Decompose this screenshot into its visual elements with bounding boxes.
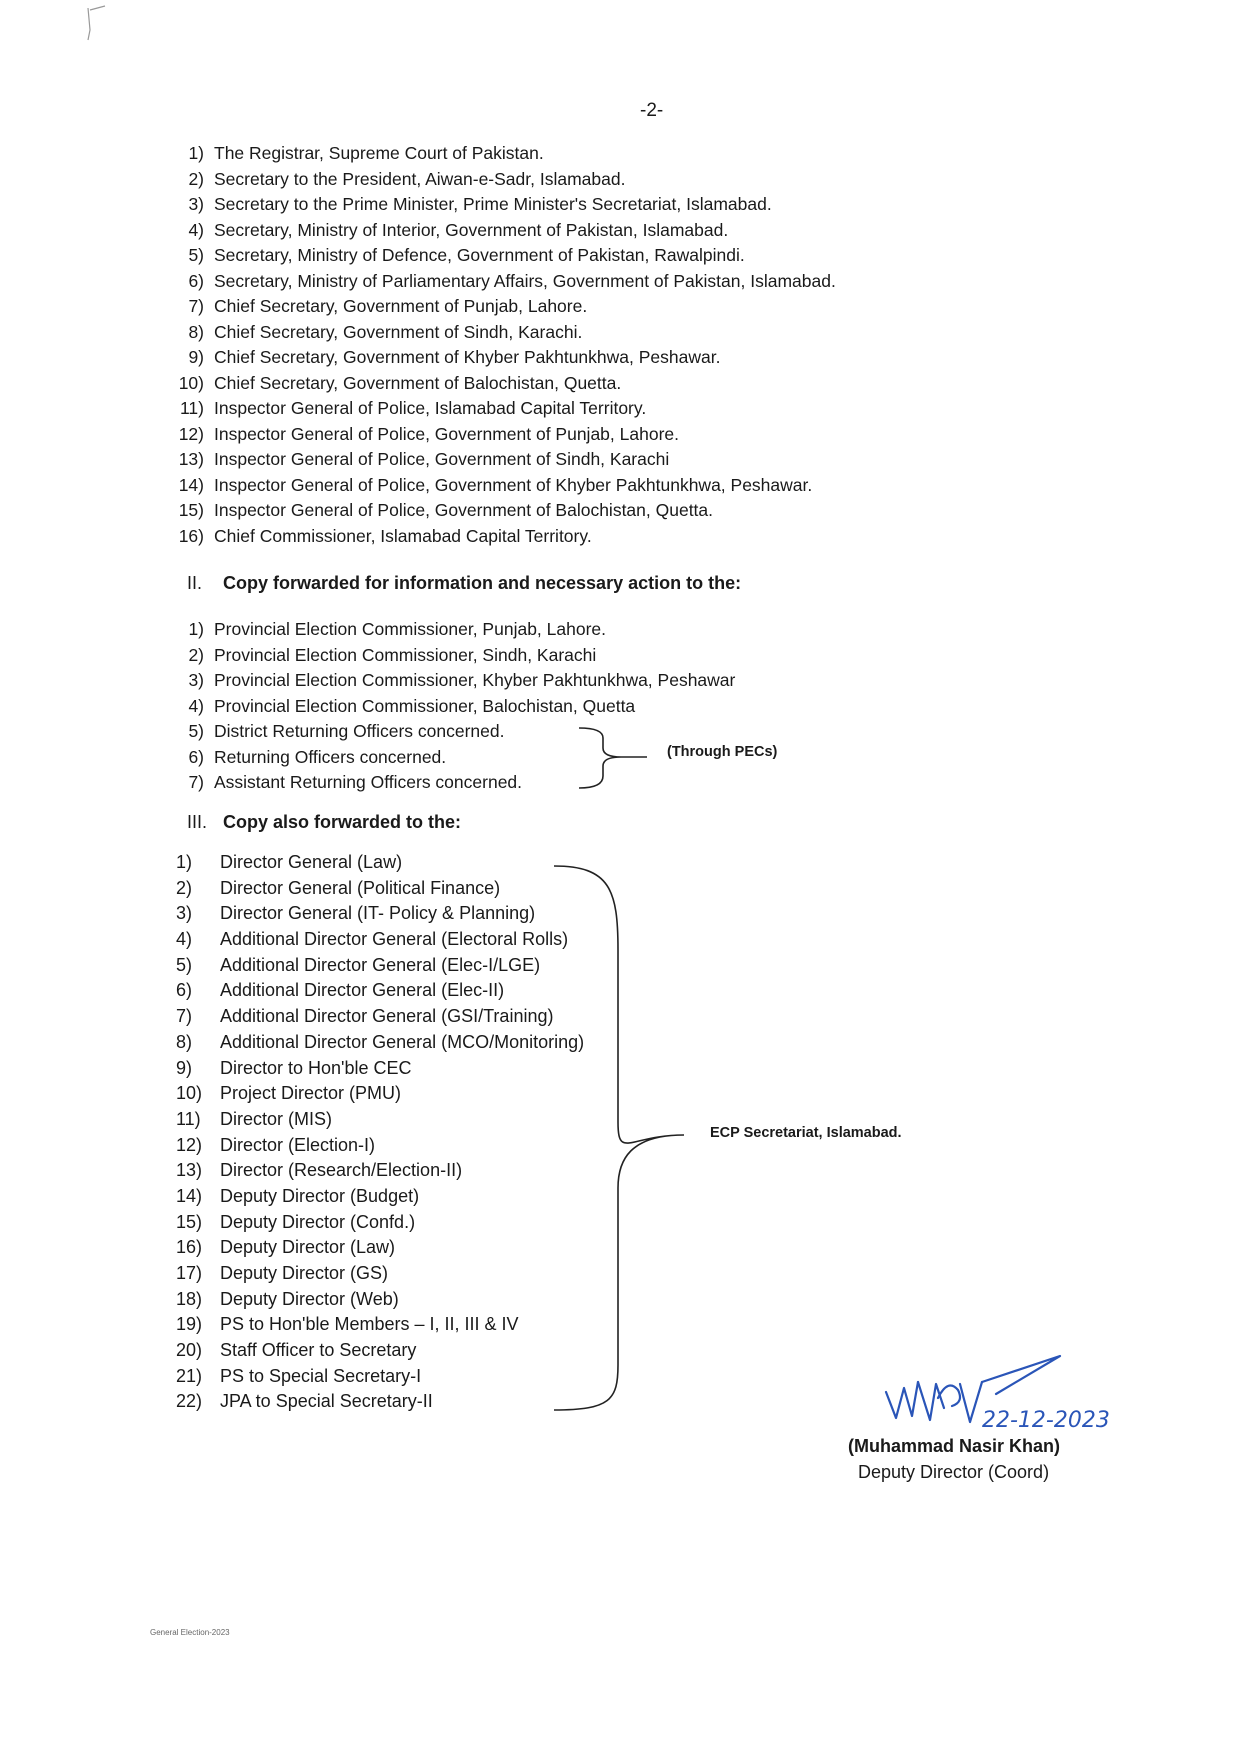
list-item xyxy=(166,141,926,167)
list-item-number: 3) xyxy=(176,903,193,924)
list-item-number: 16) xyxy=(178,525,204,546)
list-item-number: 4) xyxy=(188,695,204,716)
list-item-text: Inspector General of Police, Islamabad Capital Territory. xyxy=(214,398,647,418)
list-item-text: PS to Special Secretary-I xyxy=(220,1365,422,1386)
list-item-text: Staff Officer to Secretary xyxy=(220,1340,417,1361)
list-item xyxy=(166,167,926,193)
list-item-text: Inspector General of Police, Government of Sindh, Karachi xyxy=(214,449,670,469)
list-item xyxy=(166,643,786,669)
list-item-text: Provincial Election Commissioner, Sindh, Karachi xyxy=(214,644,597,665)
list-item-number: 1) xyxy=(188,619,204,639)
list-item-number: 16) xyxy=(176,1237,203,1258)
list-item-text: Director General (Political Finance) xyxy=(220,877,501,898)
list-item-number: 20) xyxy=(176,1340,203,1361)
list-item-text: Deputy Director (Confd.) xyxy=(220,1211,416,1232)
list-item-number: 5) xyxy=(188,245,204,265)
list-item-number: 10) xyxy=(176,1083,203,1104)
signatory-name: (Muhammad Nasir Khan) xyxy=(848,1436,1061,1456)
list-item-number: 12) xyxy=(176,1134,203,1155)
handwritten-date: 22-12-2023 xyxy=(982,1408,1110,1433)
list-item-text: Deputy Director (GS) xyxy=(220,1263,389,1283)
footer-text: General Election-2023 xyxy=(150,1628,230,1637)
list-item-text: PS to Hon'ble Members – I, II, III & IV xyxy=(220,1314,519,1335)
list-item-number: 1) xyxy=(188,143,204,163)
list-item xyxy=(166,770,786,796)
list-item-number: 22) xyxy=(176,1391,203,1412)
list-item-number: 15) xyxy=(178,500,204,520)
ecp-secretariat-note: ECP Secretariat, Islamabad. xyxy=(710,1125,902,1141)
list-item-number: 13) xyxy=(176,1160,203,1181)
list-item xyxy=(166,473,926,499)
list-item-number: 2) xyxy=(188,644,204,665)
list-item-text: Returning Officers concerned. xyxy=(214,746,447,767)
list-item-text: Additional Director General (MCO/Monitoring) xyxy=(220,1031,585,1052)
list-item-text: Director to Hon'ble CEC xyxy=(220,1057,412,1078)
through-pecs-note: (Through PECs) xyxy=(667,744,778,760)
list-item-text: Director (Research/Election-II) xyxy=(220,1160,463,1181)
list-item-text: Provincial Election Commissioner, Punjab, Lahore. xyxy=(214,619,606,639)
list-item-text: Inspector General of Police, Government of Khyber Pakhtunkhwa, Peshawar. xyxy=(214,474,813,495)
list-item xyxy=(166,498,926,524)
list-item-text: Additional Director General (Elec-II) xyxy=(220,980,505,1001)
list-item-number: 6) xyxy=(188,746,204,767)
section-3-heading-text: Copy also forwarded to the: xyxy=(223,812,462,832)
list-item-text: Project Director (PMU) xyxy=(220,1083,402,1104)
list-item-number: 17) xyxy=(176,1263,203,1283)
list-item-text: Secretary to the Prime Minister, Prime Minister's Secretariat, Islamabad. xyxy=(214,194,772,214)
list-item-number: 11) xyxy=(180,398,204,418)
pecs-brace xyxy=(575,724,655,794)
list-item-text: Additional Director General (Elec-I/LGE) xyxy=(220,954,541,975)
list-item-number: 21) xyxy=(176,1365,203,1386)
list-item xyxy=(166,345,926,371)
list-item xyxy=(166,243,926,269)
page-number: -2- xyxy=(640,100,664,121)
scan-mark xyxy=(70,0,130,80)
section-2-heading xyxy=(187,573,741,594)
list-item-number: 9) xyxy=(176,1057,193,1078)
list-item-number: 14) xyxy=(178,474,204,495)
list-item-number: 13) xyxy=(178,449,204,469)
list-item xyxy=(166,719,786,745)
list-item-number: 9) xyxy=(188,347,204,367)
list-item-number: 2) xyxy=(176,877,193,898)
ecp-secretariat-brace xyxy=(550,860,700,1420)
list-item-text: The Registrar, Supreme Court of Pakistan. xyxy=(214,143,544,163)
distribution-list-2 xyxy=(166,617,786,796)
list-item-text: Secretary to the President, Aiwan-e-Sadr, Islamabad. xyxy=(214,168,626,189)
list-item-number: 3) xyxy=(188,670,204,690)
section-3-heading xyxy=(187,812,461,833)
list-item-text: Inspector General of Police, Government of Punjab, Lahore. xyxy=(214,423,679,444)
list-item-text: Director (Election-I) xyxy=(220,1134,376,1155)
list-item-number: 6) xyxy=(188,270,204,291)
list-item-text: Director General (IT- Policy & Planning) xyxy=(220,903,536,924)
list-item-text: Chief Secretary, Government of Sindh, Karachi. xyxy=(214,321,583,342)
section-2-heading-text: Copy forwarded for information and necessary action to the: xyxy=(223,573,742,593)
list-item-text: Provincial Election Commissioner, Khyber Pakhtunkhwa, Peshawar xyxy=(214,670,736,690)
list-item-number: 3) xyxy=(188,194,204,214)
list-item-text: Chief Secretary, Government of Punjab, Lahore. xyxy=(214,296,588,316)
list-item-text: Secretary, Ministry of Interior, Government of Pakistan, Islamabad. xyxy=(214,219,729,240)
list-item-text: Secretary, Ministry of Parliamentary Affairs, Government of Pakistan, Islamabad. xyxy=(214,270,836,291)
list-item-text: Additional Director General (GSI/Training) xyxy=(220,1006,554,1027)
list-item-number: 18) xyxy=(176,1288,203,1309)
list-item xyxy=(166,524,926,550)
list-item-number: 6) xyxy=(176,980,193,1001)
list-item-text: Deputy Director (Law) xyxy=(220,1237,396,1258)
list-item-text: JPA to Special Secretary-II xyxy=(220,1391,433,1412)
list-item-number: 4) xyxy=(176,929,193,950)
list-item-text: Secretary, Ministry of Defence, Government of Pakistan, Rawalpindi. xyxy=(214,245,745,265)
list-item xyxy=(166,447,926,473)
list-item-text: Director General (Law) xyxy=(220,852,403,872)
section-3-roman: III. xyxy=(187,812,208,832)
list-item-number: 10) xyxy=(178,372,204,393)
list-item-text: District Returning Officers concerned. xyxy=(214,721,505,741)
list-item-text: Deputy Director (Web) xyxy=(220,1288,399,1309)
list-item-text: Additional Director General (Electoral Rolls) xyxy=(220,929,569,950)
list-item-number: 2) xyxy=(188,168,204,189)
list-item xyxy=(166,371,926,397)
list-item-text: Chief Secretary, Government of Khyber Pakhtunkhwa, Peshawar. xyxy=(214,347,721,367)
list-item-text: Inspector General of Police, Government of Balochistan, Quetta. xyxy=(214,500,714,520)
list-item-text: Chief Secretary, Government of Balochistan, Quetta. xyxy=(214,372,622,393)
distribution-list-1 xyxy=(166,141,926,549)
section-2-roman: II. xyxy=(187,573,203,593)
list-item-number: 4) xyxy=(188,219,204,240)
list-item xyxy=(166,396,926,422)
signatory-designation: Deputy Director (Coord) xyxy=(858,1462,1050,1482)
list-item-number: 12) xyxy=(178,423,204,444)
list-item xyxy=(166,422,926,448)
list-item xyxy=(166,694,786,720)
list-item-number: 7) xyxy=(188,296,204,316)
list-item-number: 8) xyxy=(176,1031,193,1052)
list-item-number: 1) xyxy=(176,852,193,872)
list-item xyxy=(166,192,926,218)
list-item-number: 8) xyxy=(188,321,204,342)
list-item-number: 7) xyxy=(188,772,204,792)
list-item xyxy=(166,269,926,295)
list-item-text: Director (MIS) xyxy=(220,1108,332,1129)
list-item-number: 19) xyxy=(176,1314,203,1335)
list-item-number: 15) xyxy=(176,1211,203,1232)
list-item xyxy=(166,320,926,346)
list-item-number: 5) xyxy=(176,954,193,975)
list-item-text: Deputy Director (Budget) xyxy=(220,1185,420,1206)
list-item xyxy=(166,617,786,643)
list-item-number: 11) xyxy=(176,1108,201,1129)
list-item-text: Provincial Election Commissioner, Balochistan, Quetta xyxy=(214,695,636,716)
list-item xyxy=(166,668,786,694)
list-item xyxy=(166,294,926,320)
list-item-number: 7) xyxy=(176,1006,193,1027)
list-item-number: 14) xyxy=(176,1185,203,1206)
list-item xyxy=(166,218,926,244)
list-item-text: Chief Commissioner, Islamabad Capital Territory. xyxy=(214,525,592,546)
list-item-number: 5) xyxy=(188,721,204,741)
list-item-text: Assistant Returning Officers concerned. xyxy=(214,772,523,792)
